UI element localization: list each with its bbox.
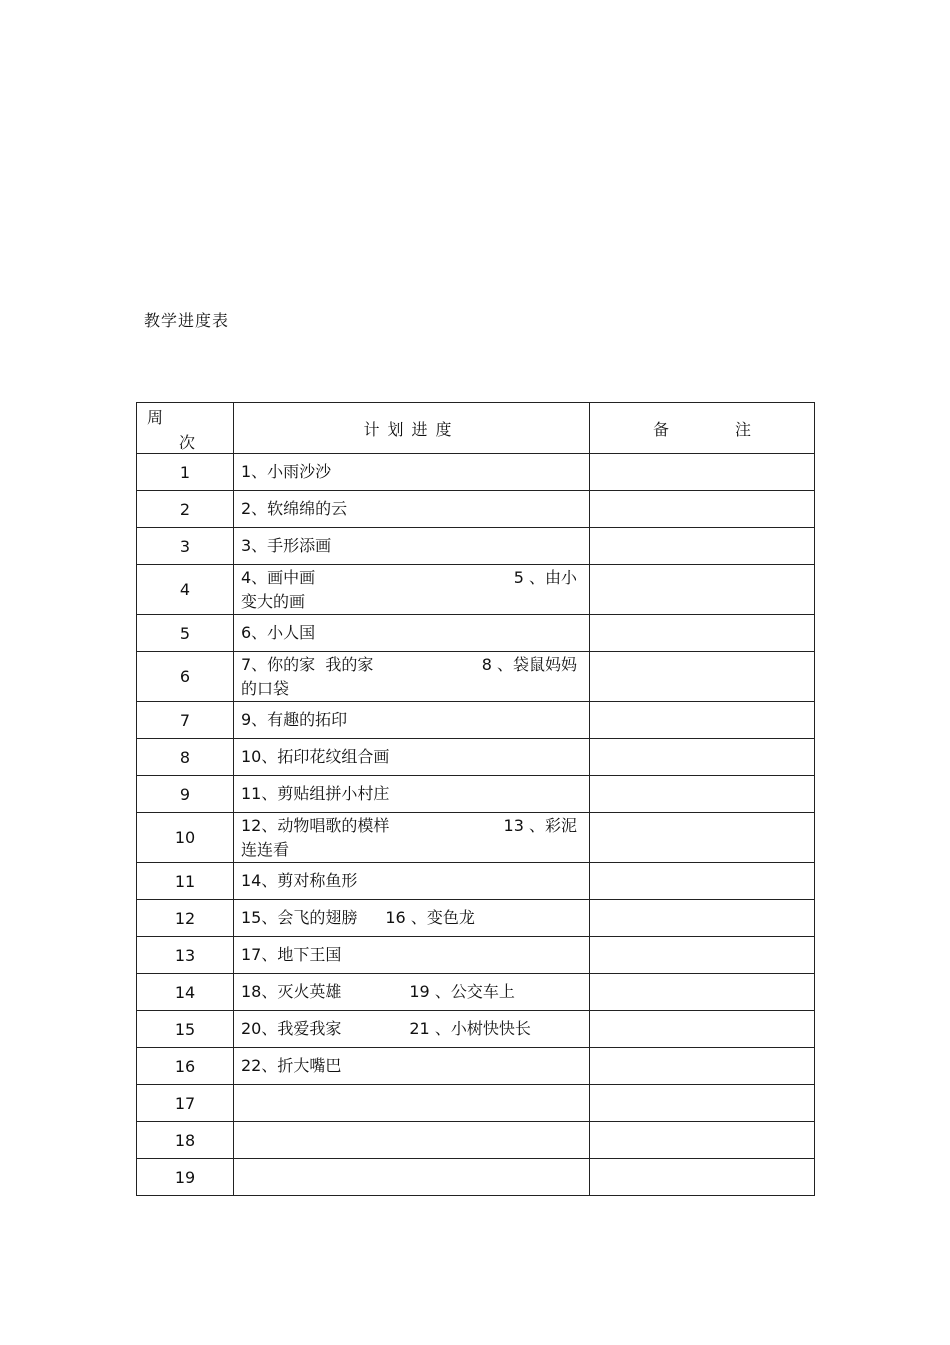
- table-row: [137, 565, 815, 615]
- plan-item-second: 8 、袋鼠妈妈: [481, 654, 577, 674]
- table-row: [137, 776, 815, 813]
- table-row: [137, 1085, 815, 1122]
- note-cell: [590, 863, 815, 900]
- plan-cell: [234, 565, 590, 615]
- plan-item-second: 13 、彩泥: [503, 815, 577, 835]
- note-cell: [590, 702, 815, 739]
- plan-cell: [234, 1048, 590, 1085]
- week-cell: 19: [137, 1159, 234, 1196]
- week-cell: 3: [137, 528, 234, 565]
- header-row: [137, 403, 815, 454]
- plan-cell: [234, 937, 590, 974]
- table-row: [137, 739, 815, 776]
- plan-cell: [234, 974, 590, 1011]
- week-cell: 13: [137, 937, 234, 974]
- plan-item: 12、动物唱歌的模样: [241, 815, 390, 835]
- plan-cell: [234, 615, 590, 652]
- plan-cell: [234, 739, 590, 776]
- plan-item-second: 21 、小树快快长: [409, 1019, 531, 1038]
- table-row: [137, 454, 815, 491]
- table-row: [137, 702, 815, 739]
- plan-cell: [234, 863, 590, 900]
- note-header-char1: 备: [652, 419, 669, 439]
- document-title: 教学进度表: [144, 311, 230, 330]
- plan-item: 14、剪对称鱼形: [241, 871, 358, 890]
- table-row: [137, 937, 815, 974]
- plan-cell: [234, 813, 590, 863]
- plan-item: 6、小人国: [241, 623, 316, 642]
- week-cell: 4: [137, 565, 234, 615]
- note-cell: [590, 1011, 815, 1048]
- week-header-char1: 周: [147, 408, 164, 427]
- plan-item: 11、剪贴组拼小村庄: [241, 784, 390, 803]
- table-row: [137, 615, 815, 652]
- plan-item: 3、手形添画: [241, 536, 332, 555]
- week-cell: 17: [137, 1085, 234, 1122]
- table-row: [137, 1048, 815, 1085]
- table-row: [137, 652, 815, 702]
- plan-cell: [234, 491, 590, 528]
- table-row: [137, 1122, 815, 1159]
- week-cell: 7: [137, 702, 234, 739]
- table-row: [137, 900, 815, 937]
- table-row: [137, 813, 815, 863]
- plan-item-continued: 连连看: [241, 839, 290, 859]
- week-cell: 18: [137, 1122, 234, 1159]
- plan-item: 7、你的家 我的家: [241, 654, 374, 674]
- note-cell: [590, 454, 815, 491]
- plan-item: 22、折大嘴巴: [241, 1056, 342, 1075]
- plan-item: 1、小雨沙沙: [241, 462, 332, 481]
- plan-cell: [234, 1011, 590, 1048]
- plan-item-second: 16 、变色龙: [385, 908, 475, 927]
- plan-item: 2、软绵绵的云: [241, 499, 348, 518]
- plan-cell: [234, 900, 590, 937]
- week-cell: 1: [137, 454, 234, 491]
- week-cell: 12: [137, 900, 234, 937]
- week-header: [137, 403, 234, 454]
- week-cell: 16: [137, 1048, 234, 1085]
- plan-cell: [234, 1085, 590, 1122]
- plan-header: 计划进度: [234, 403, 590, 454]
- plan-item: 18、灭火英雄: [241, 982, 342, 1001]
- note-cell: [590, 528, 815, 565]
- week-cell: 14: [137, 974, 234, 1011]
- plan-cell: [234, 528, 590, 565]
- plan-item-continued: 变大的画: [241, 591, 306, 611]
- week-cell: 8: [137, 739, 234, 776]
- week-header-char2: 次: [179, 433, 196, 452]
- plan-item: 17、地下王国: [241, 945, 342, 964]
- plan-cell: [234, 776, 590, 813]
- plan-item: 15、会飞的翅膀: [241, 908, 358, 927]
- note-cell: [590, 1048, 815, 1085]
- note-cell: [590, 739, 815, 776]
- note-cell: [590, 813, 815, 863]
- week-cell: 15: [137, 1011, 234, 1048]
- table-row: [137, 491, 815, 528]
- note-cell: [590, 974, 815, 1011]
- plan-cell: [234, 454, 590, 491]
- plan-cell: [234, 702, 590, 739]
- table-row: [137, 1159, 815, 1196]
- schedule-table: [136, 402, 815, 1196]
- note-cell: [590, 1122, 815, 1159]
- note-cell: [590, 615, 815, 652]
- week-cell: 6: [137, 652, 234, 702]
- table-row: [137, 1011, 815, 1048]
- note-cell: [590, 491, 815, 528]
- note-cell: [590, 652, 815, 702]
- table-row: [137, 528, 815, 565]
- note-cell: [590, 565, 815, 615]
- plan-cell: [234, 652, 590, 702]
- note-cell: [590, 900, 815, 937]
- week-cell: 2: [137, 491, 234, 528]
- week-cell: 9: [137, 776, 234, 813]
- plan-item: 4、画中画: [241, 567, 316, 587]
- plan-item-second: 5 、由小: [513, 567, 577, 587]
- plan-item: 9、有趣的拓印: [241, 710, 348, 729]
- plan-cell: [234, 1159, 590, 1196]
- table-row: [137, 974, 815, 1011]
- table-row: [137, 863, 815, 900]
- note-cell: [590, 1159, 815, 1196]
- plan-item: 20、我爱我家: [241, 1019, 342, 1038]
- note-cell: [590, 1085, 815, 1122]
- note-header-char2: 注: [735, 419, 752, 439]
- note-cell: [590, 937, 815, 974]
- plan-cell: [234, 1122, 590, 1159]
- week-cell: 5: [137, 615, 234, 652]
- plan-item-second: 19 、公交车上: [409, 982, 515, 1001]
- week-cell: 11: [137, 863, 234, 900]
- plan-item: 10、拓印花纹组合画: [241, 747, 390, 766]
- week-cell: 10: [137, 813, 234, 863]
- plan-item-continued: 的口袋: [241, 678, 290, 698]
- note-header: [590, 403, 815, 454]
- note-cell: [590, 776, 815, 813]
